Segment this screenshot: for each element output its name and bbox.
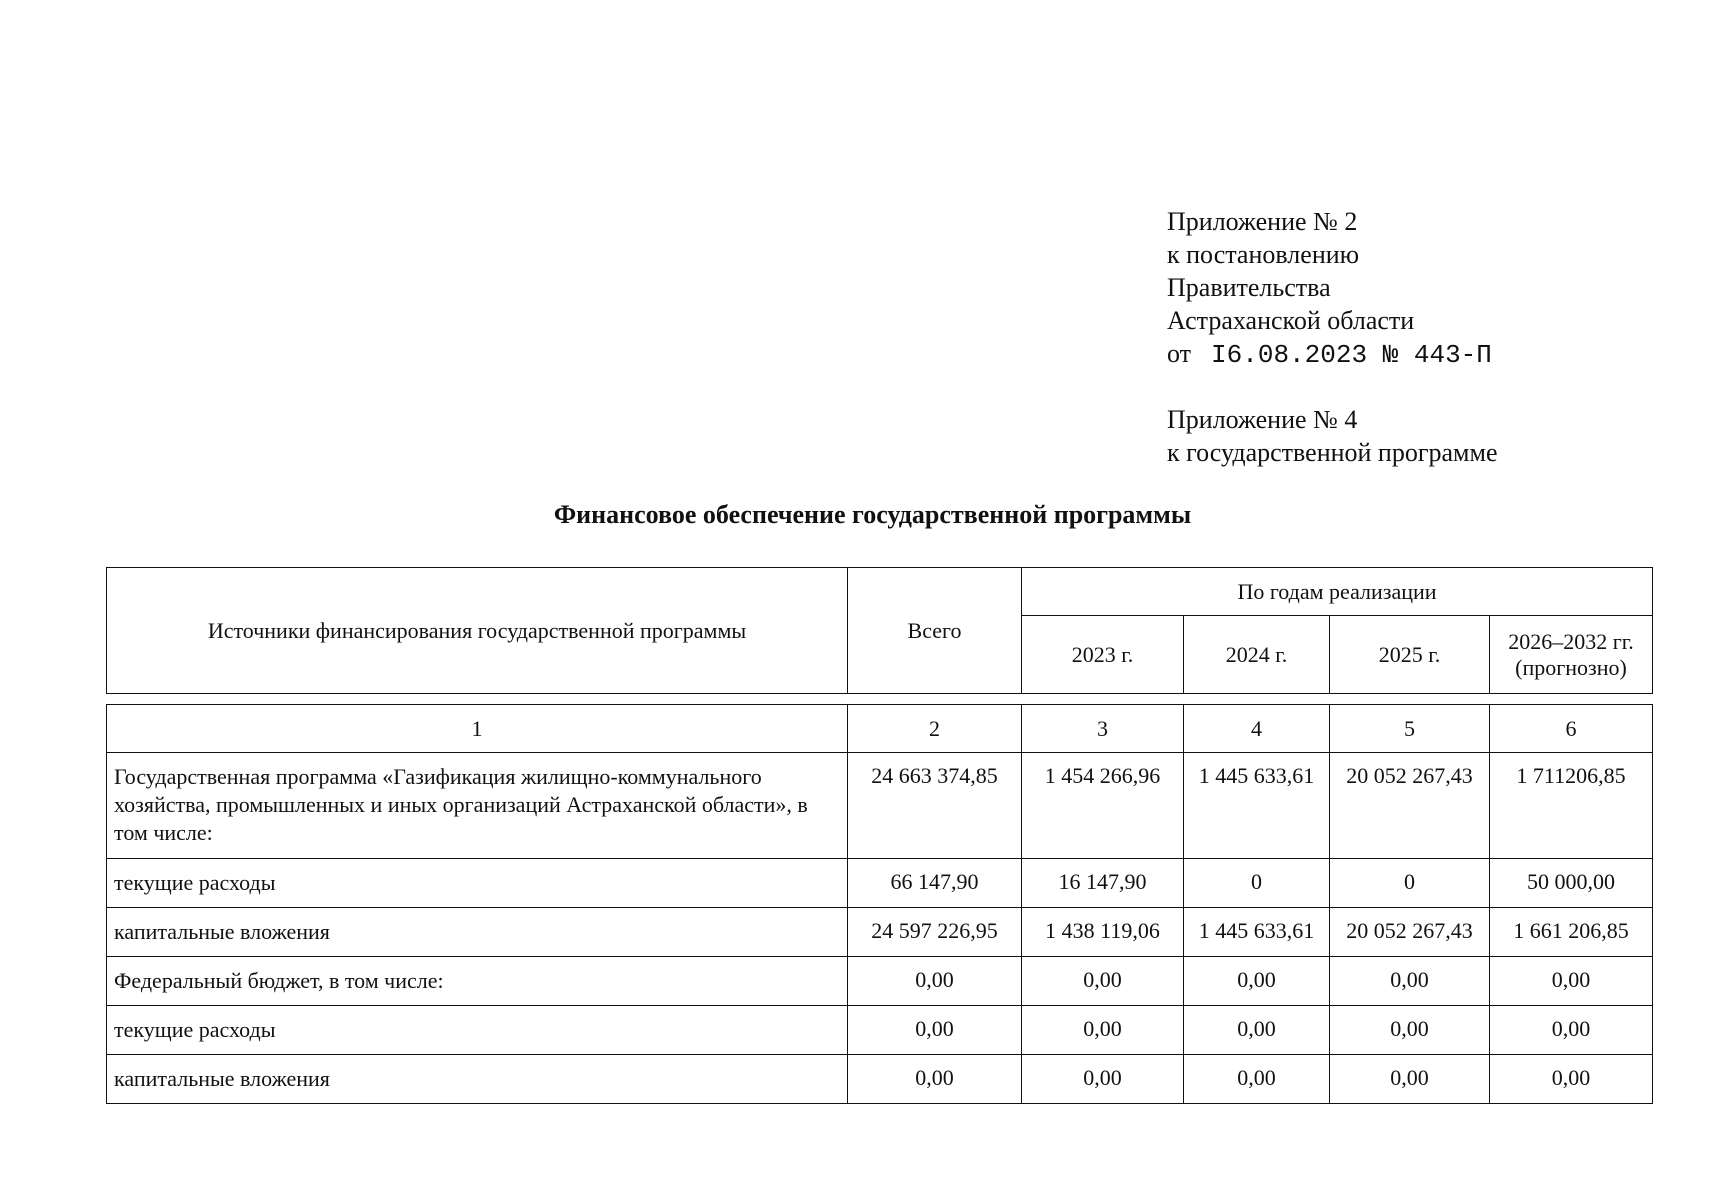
value-cell: 0,00: [1330, 1006, 1490, 1055]
column-number: 2: [848, 705, 1022, 753]
value-cell: 0: [1330, 859, 1490, 908]
table-row: [107, 753, 1653, 859]
source-cell: текущие расходы: [107, 1006, 848, 1055]
column-numbers-row: [107, 705, 1653, 753]
date-prefix: от: [1167, 339, 1192, 368]
value-cell: 1 438 119,06: [1022, 908, 1184, 957]
appendix-block: [1167, 205, 1498, 469]
value-cell: 0,00: [1184, 1055, 1330, 1104]
source-cell: текущие расходы: [107, 859, 848, 908]
value-cell: 0,00: [1022, 957, 1184, 1006]
header-total: Всего: [848, 568, 1022, 694]
header-year: 2026–2032 гг.: [1508, 628, 1634, 654]
value-cell: 24 597 226,95: [848, 908, 1022, 957]
value-cell: 0,00: [1330, 1055, 1490, 1104]
value-cell: 0: [1184, 859, 1330, 908]
value-cell: 0,00: [848, 1006, 1022, 1055]
header-year: 2023 г.: [1022, 616, 1184, 694]
source-cell: Федеральный бюджет, в том числе:: [107, 957, 848, 1006]
table-header: [106, 567, 1653, 694]
column-number: 5: [1330, 705, 1490, 753]
header-year: 2025 г.: [1330, 616, 1490, 694]
value-cell: 20 052 267,43: [1330, 753, 1490, 859]
appendix-line: к постановлению: [1167, 240, 1360, 269]
appendix-line: Правительства: [1167, 273, 1331, 302]
value-cell: 0,00: [1022, 1006, 1184, 1055]
decree-date-number: I6.08.2023 № 443-П: [1211, 340, 1492, 370]
value-cell: 0,00: [1490, 1055, 1653, 1104]
appendix-line: Приложение № 4: [1167, 405, 1358, 434]
value-cell: 0,00: [848, 957, 1022, 1006]
source-cell: капитальные вложения: [107, 908, 848, 957]
finance-table: [106, 704, 1653, 1104]
source-cell: Государственная программа «Газификация жилищно-коммунального хозяйства, промышленных и иных организаций Астраханской области», в том числе:: [107, 753, 848, 859]
value-cell: 1 711206,85: [1490, 753, 1653, 859]
value-cell: 0,00: [1330, 957, 1490, 1006]
table-row: [107, 1055, 1653, 1104]
value-cell: 1 454 266,96: [1022, 753, 1184, 859]
value-cell: 1 661 206,85: [1490, 908, 1653, 957]
header-years-group: По годам реализации: [1022, 568, 1653, 616]
value-cell: 1 445 633,61: [1184, 908, 1330, 957]
column-number: 1: [107, 705, 848, 753]
value-cell: 1 445 633,61: [1184, 753, 1330, 859]
table-row: [107, 908, 1653, 957]
value-cell: 16 147,90: [1022, 859, 1184, 908]
value-cell: 0,00: [1490, 1006, 1653, 1055]
value-cell: 50 000,00: [1490, 859, 1653, 908]
value-cell: 0,00: [1184, 957, 1330, 1006]
table-row: [107, 1006, 1653, 1055]
value-cell: 0,00: [1184, 1006, 1330, 1055]
header-source: Источники финансирования государственной программы: [107, 568, 848, 694]
value-cell: 0,00: [1022, 1055, 1184, 1104]
value-cell: 24 663 374,85: [848, 753, 1022, 859]
value-cell: 66 147,90: [848, 859, 1022, 908]
forecast-note: (прогнозно): [1515, 654, 1627, 680]
decree-date-line: [1167, 337, 1498, 372]
table-row: [107, 859, 1653, 908]
column-number: 6: [1490, 705, 1653, 753]
appendix-line: Астраханской области: [1167, 306, 1415, 335]
column-number: 4: [1184, 705, 1330, 753]
appendix-line: к государственной программе: [1167, 438, 1498, 467]
document-title: Финансовое обеспечение государственной программы: [553, 500, 1192, 529]
source-cell: капитальные вложения: [107, 1055, 848, 1104]
header-year: 2024 г.: [1184, 616, 1330, 694]
value-cell: 20 052 267,43: [1330, 908, 1490, 957]
column-number: 3: [1022, 705, 1184, 753]
value-cell: 0,00: [1490, 957, 1653, 1006]
appendix-line: Приложение № 2: [1167, 207, 1358, 236]
header-year-forecast: [1490, 616, 1653, 694]
table-row: [107, 957, 1653, 1006]
value-cell: 0,00: [848, 1055, 1022, 1104]
